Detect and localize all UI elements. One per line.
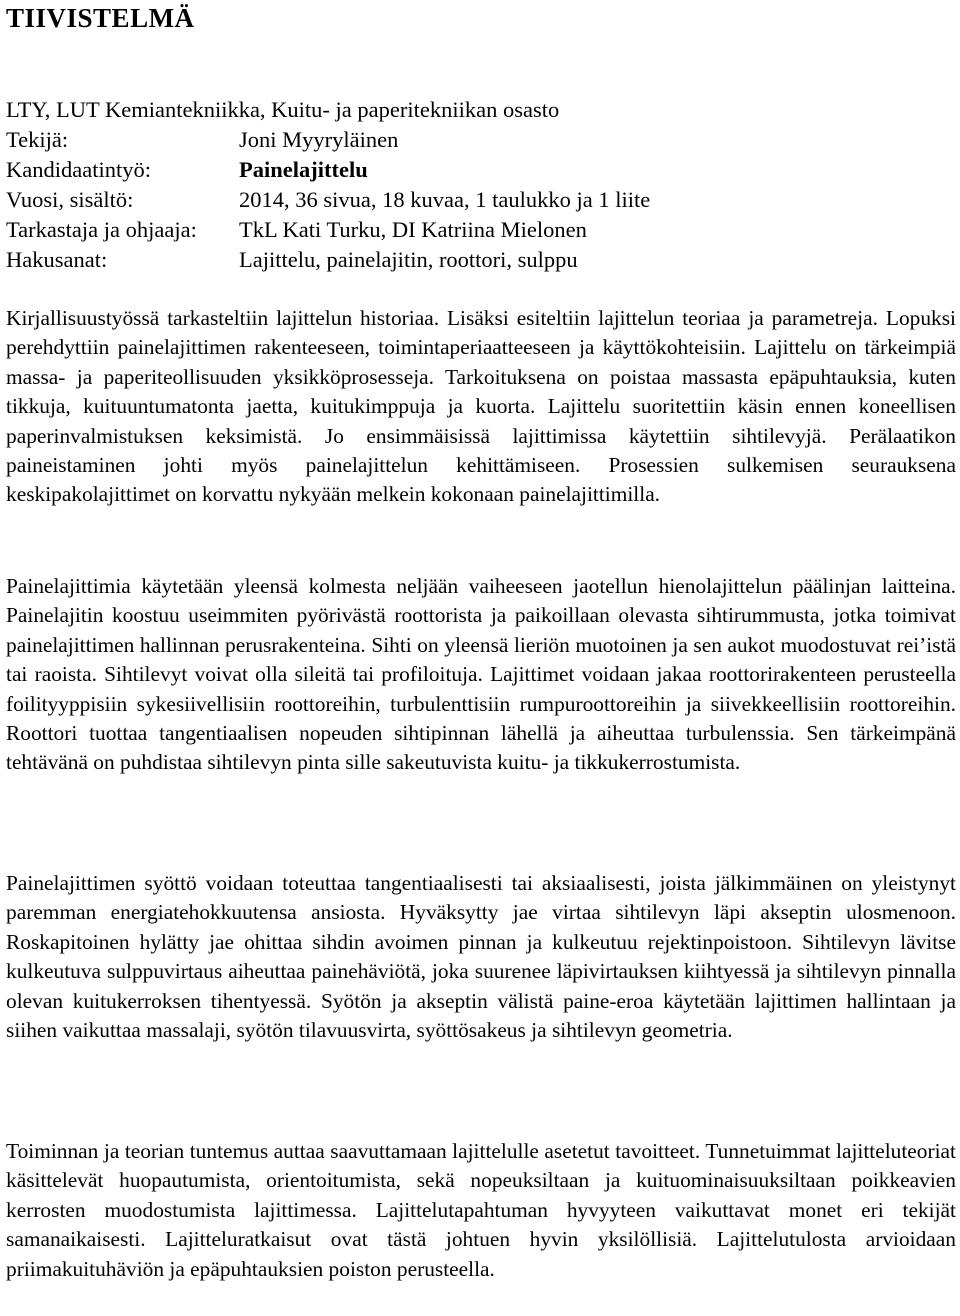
institution-line — [6, 95, 650, 125]
meta-value-thesis-title: Painelajittelu — [239, 157, 368, 182]
institution-text: LTY, LUT Kemiantekniikka, Kuitu- ja paperitekniikan osasto — [6, 97, 560, 122]
meta-value: 2014, 36 sivua, 18 kuvaa, 1 taulukko ja 1 liite — [239, 187, 651, 212]
abstract-paragraph-1: Kirjallisuustyössä tarkasteltiin lajittelun historiaa. Lisäksi esiteltiin lajittelun teoriaa ja parametreja. Lopuksi perehdyttiin painelajittimen rakenteeseen, toimintaperiaatteeseen ja käyttökohteisiin. Lajittelu on tärkeimpiä massa- ja paperiteollisuuden yksikköprosesseja. Tarkoituksena on poistaa massasta epäpuhtauksia, kuten tikkuja, kuituuntumatonta jaetta, kuitukimppuja ja kuorta. Lajittelu suoritettiin käsin ennen koneellisen paperinvalmistuksen keksimistä. Jo ensimmäisissä lajittimissa käytettiin sihtilevyjä. Perälaatikon paineistaminen johti myös painelajittelun kehittämiseen. Prosessien sulkemisen seurauksena keskipakolajittimet on korvattu nykyään melkein kokonaan painelajittimilla. — [6, 306, 956, 507]
meta-label: Kandidaatintyö: — [6, 157, 151, 182]
page-title: TIIVISTELMÄ — [6, 3, 195, 33]
meta-label: Tekijä: — [6, 127, 69, 152]
meta-label: Vuosi, sisältö: — [6, 187, 134, 212]
abstract-paragraph-3: Painelajittimen syöttö voidaan toteuttaa tangentiaalisesti tai aksiaalisesti, joista jälkimmäinen on yleistynyt paremman energiatehokkuutensa ansiosta. Hyväksytty jae virtaa sihtilevyn läpi akseptin ulosmenoon. Roskapitoinen hylätty jae ohittaa sihdin avoimen pinnan ja kulkeutuu rejektinpoistoon. Sihtilevyn lävitse kulkeutuva sulppuvirtaus aiheuttaa painehäviötä, joka suurenee läpivirtauksen kiihtyessä ja sihtilevyn pinnalla olevan kuitukerroksen tihentyessä. Syötön ja akseptin välistä paine-eroa käytetään lajittimen hallintaan ja siihen vaikuttaa massalaji, syötön tilavuusvirta, syöttösakeus ja sihtilevyn geometria. — [6, 871, 956, 1043]
meta-row-author — [6, 125, 650, 155]
abstract-paragraph-4: Toiminnan ja teorian tuntemus auttaa saavuttamaan lajittelulle asetetut tavoitteet. Tunnetuimmat lajitteluteoriat käsittelevät huopautumista, orientoitumista, sekä nopeuksiltaan ja kuituominaisuuksiltaan poikkeavien kerrosten muodostumista lajittimessa. Lajittelutapahtuman hyvyyteen vaikuttavat monet eri tekijät samanaikaisesti. Lajitteluratkaisut ovat tästä johtuen hyvin yksilöllisiä. Lajittelutulosta arvioidaan priimakuituhäviön ja epäpuhtauksien poiston perusteella. — [6, 1139, 956, 1281]
meta-row-keywords — [6, 245, 650, 275]
meta-value: TkL Kati Turku, DI Katriina Mielonen — [239, 217, 587, 242]
meta-value: Lajittelu, painelajitin, roottori, sulppu — [239, 247, 578, 272]
thesis-metadata — [6, 95, 650, 275]
meta-value: Joni Myyryläinen — [239, 127, 399, 152]
meta-row-thesis — [6, 155, 650, 185]
abstract-paragraph-2: Painelajittimia käytetään yleensä kolmesta neljään vaiheeseen jaotellun hienolajittelun päälinjan laitteina. Painelajitin koostuu useimmiten pyörivästä roottorista ja paikoillaan olevasta sihtirummusta, jotka toimivat painelajittimen hallinnan perusrakenteina. Sihti on yleensä lieriön muotoinen ja sen aukot muodostuvat rei’istä tai raoista. Sihtilevyt voivat olla sileitä tai profiloituja. Lajittimet voidaan jakaa roottorirakenteen perusteella foilityyppisiin sykesiivellisiin roottoreihin, turbulenttisiin rumpuroottoreihin ja siivekkeellisiin roottoreihin. Roottori tuottaa tangentiaalisen nopeuden sihtipinnan lähellä ja aiheuttaa turbulenssia. Sen tärkeimpänä tehtävänä on puhdistaa sihtilevyn pinta sille sakeutuvista kuitu- ja tikkukerrostumista. — [6, 574, 956, 775]
meta-label: Tarkastaja ja ohjaaja: — [6, 217, 197, 242]
meta-label: Hakusanat: — [6, 247, 108, 272]
meta-row-year — [6, 185, 650, 215]
meta-row-examiners — [6, 215, 650, 245]
